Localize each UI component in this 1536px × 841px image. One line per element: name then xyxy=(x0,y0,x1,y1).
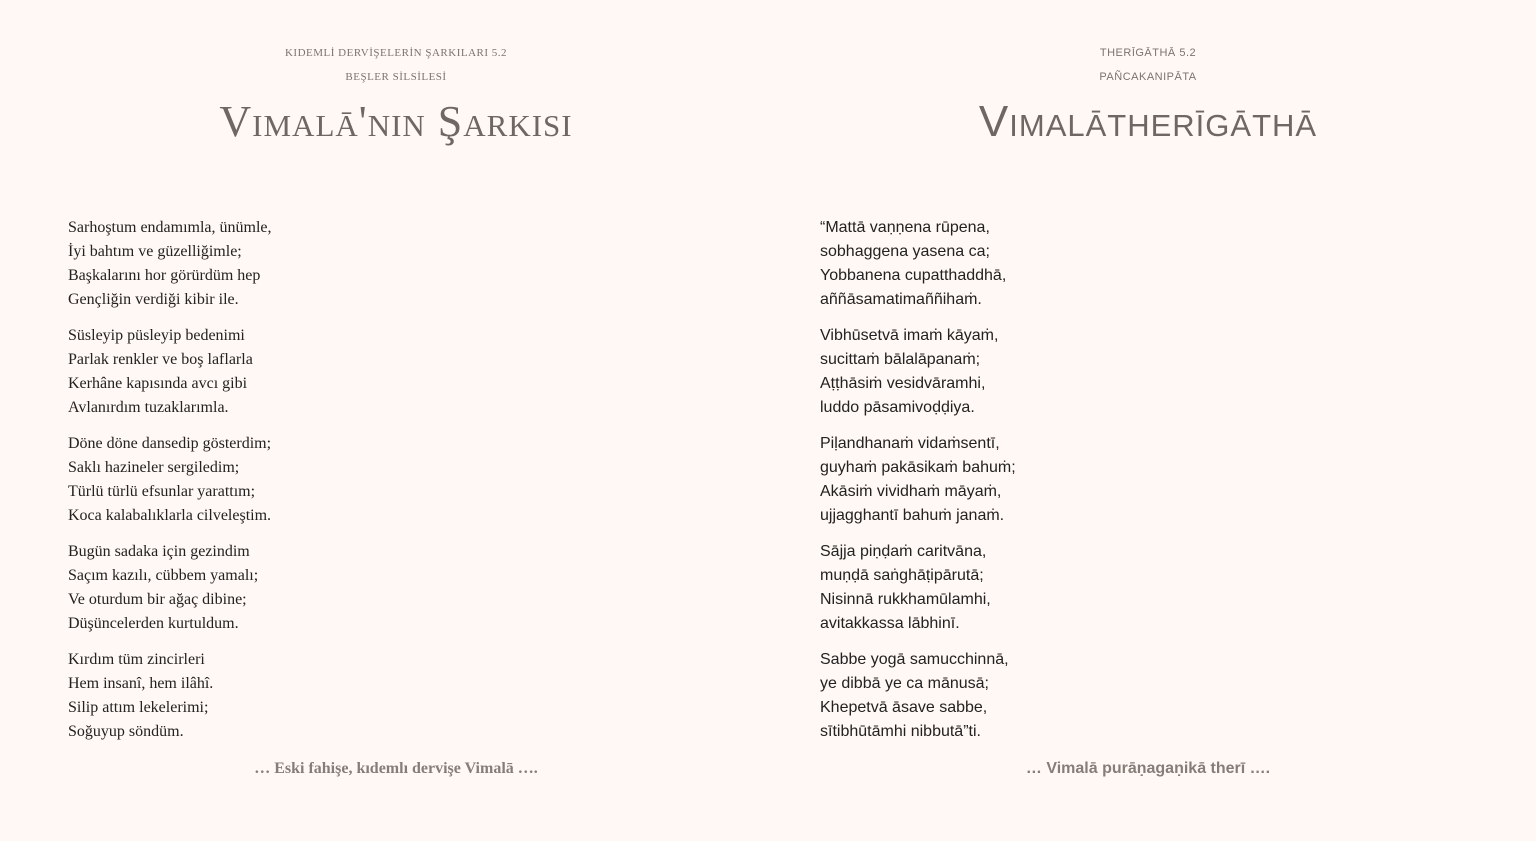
verse-line: Hem insanî, hem ilâhî. xyxy=(68,675,214,692)
verse-line: Saklı hazineler sergiledim; xyxy=(68,459,240,476)
verse-line: Sājja piṇḍaṁ caritvāna, xyxy=(820,543,987,560)
stanza xyxy=(68,324,272,420)
section-label: PAÑCAKANIPĀTA xyxy=(1099,71,1197,83)
colophon: … Vimalā purāṇagaṇikā therī …. xyxy=(1025,760,1271,777)
verse-line: Düşüncelerden kurtuldum. xyxy=(68,615,239,632)
poem-body xyxy=(68,216,272,756)
verse-line: Koca kalabalıklarla cilveleştim. xyxy=(68,507,272,524)
verse-line: sītibhūtāmhi nibbutā”ti. xyxy=(820,723,981,740)
pali-column xyxy=(768,0,1536,841)
verse-line: sobhaggena yasena ca; xyxy=(820,243,990,260)
verse-line: Sabbe yogā samucchinnā, xyxy=(820,651,1009,668)
verse-line: Sarhoştum endamımla, ünümle, xyxy=(68,219,272,236)
verse-line: Nisinnā rukkhamūlamhi, xyxy=(820,591,991,608)
poem-title: Vimalā'nın Şarkısı xyxy=(219,97,573,146)
verse-line: Türlü türlü efsunlar yarattım; xyxy=(68,483,256,500)
verse-line: Aṭṭhāsiṁ vesidvāramhi, xyxy=(820,375,986,392)
verse-line: muṇḍā saṅghāṭipārutā; xyxy=(820,567,984,584)
pali-header xyxy=(780,44,1516,148)
poem-body xyxy=(820,216,1016,756)
stanza xyxy=(68,432,272,528)
verse-line: Piḷandhanaṁ vidaṁsentī, xyxy=(820,435,1000,452)
verse-line: Yobbanena cupatthaddhā, xyxy=(820,267,1007,284)
stanza xyxy=(820,432,1016,528)
verse-line: ye dibbā ye ca mānusā; xyxy=(820,675,989,692)
verse-line: Ve oturdum bir ağaç dibine; xyxy=(68,591,247,608)
verse-line: guyhaṁ pakāsikaṁ bahuṁ; xyxy=(820,459,1016,476)
verse-line: Silip attım lekelerimi; xyxy=(68,699,209,716)
stanza xyxy=(68,648,272,744)
verse-line: avitakkassa lābhinī. xyxy=(820,615,960,632)
translation-header xyxy=(28,44,764,148)
verse-line: Khepetvā āsave sabbe, xyxy=(820,699,988,716)
verse-line: Kırdım tüm zincirleri xyxy=(68,651,205,668)
verse-line: aññāsamatimaññihaṁ. xyxy=(820,291,982,308)
verse-line: Gençliğin verdiği kibir ile. xyxy=(68,291,239,308)
stanza xyxy=(820,324,1016,420)
collection-label: KIDEMLİ DERVİŞELERİN ŞARKILARI 5.2 xyxy=(284,47,508,59)
verse-line: Bugün sadaka için gezindim xyxy=(68,543,250,560)
poem-title: Vimalātherīgāthā xyxy=(978,97,1318,146)
stanza xyxy=(68,540,272,636)
verse-line: Saçım kazılı, cübbem yamalı; xyxy=(68,567,259,584)
verse-line: sucittaṁ bālalāpanaṁ; xyxy=(820,351,981,368)
verse-line: Başkalarını hor görürdüm hep xyxy=(68,267,261,284)
verse-line: Döne döne dansedip gösterdim; xyxy=(68,435,272,452)
verse-line: İyi bahtım ve güzelliğimle; xyxy=(68,243,242,260)
stanza xyxy=(68,216,272,312)
verse-line: Akāsiṁ vividhaṁ māyaṁ, xyxy=(820,483,1002,500)
section-label: BEŞLER SİLSİLESİ xyxy=(345,71,447,83)
verse-line: Kerhâne kapısında avcı gibi xyxy=(68,375,248,392)
verse-line: ujjagghantī bahuṁ janaṁ. xyxy=(820,507,1005,524)
stanza xyxy=(820,540,1016,636)
colophon: … Eski fahişe, kıdemlı dervişe Vimalā …. xyxy=(254,760,538,777)
verse-line: “Mattā vaṇṇena rūpena, xyxy=(820,219,990,236)
verse-line: Avlanırdım tuzaklarımla. xyxy=(68,399,229,416)
stanza xyxy=(820,648,1016,744)
collection-label: THERĪGĀTHĀ 5.2 xyxy=(1099,47,1197,59)
verse-line: Süsleyip püsleyip bedenimi xyxy=(68,327,245,344)
verse-line: Parlak renkler ve boş laflarla xyxy=(68,351,253,368)
stanza xyxy=(820,216,1016,312)
verse-line: Soğuyup söndüm. xyxy=(68,723,184,740)
verse-line: Vibhūsetvā imaṁ kāyaṁ, xyxy=(820,327,999,344)
verse-line: luddo pāsamivoḍḍiya. xyxy=(820,399,975,416)
